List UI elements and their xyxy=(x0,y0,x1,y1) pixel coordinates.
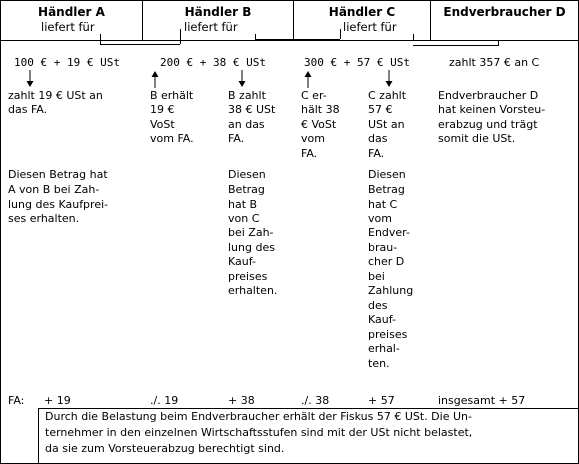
delivery-label-b: liefert für xyxy=(184,20,238,34)
fa-value-c1: ./. 38 xyxy=(301,394,330,407)
summary-left-border xyxy=(38,408,39,464)
col-c2-line-1: C zahlt xyxy=(368,89,407,102)
connector-a-drop xyxy=(100,34,101,44)
col-c2-line-15: Zahlung xyxy=(368,284,414,297)
col-c2-line-20: ten. xyxy=(368,357,390,370)
fa-value-b1: ./. 19 xyxy=(150,394,179,407)
col-c1-line-3: € VoSt xyxy=(301,118,337,131)
summary-top-border xyxy=(38,408,579,409)
col-b2-line-9: von C xyxy=(228,212,260,225)
col-a-text-2-line-2: A von B bei Zah- xyxy=(8,183,100,196)
col-c2-line-12: brau- xyxy=(368,241,398,254)
connector-c-rise xyxy=(340,29,341,39)
col-c2-line-7: Diesen xyxy=(368,168,406,181)
connector-a-b xyxy=(100,44,180,45)
fa-value-a: + 19 xyxy=(44,394,71,407)
col-b1-line-4: vom FA. xyxy=(150,132,194,145)
col-a-text-2-line-3: lung des Kaufprei- xyxy=(8,198,109,211)
summary-line-1: Durch die Belastung beim Endverbraucher erhält der Fiskus 57 € USt. Die Un- xyxy=(45,410,472,423)
fa-value-c2: + 57 xyxy=(368,394,395,407)
amount-a: 100 € + 19 € USt xyxy=(14,56,120,69)
col-c2-line-16: des xyxy=(368,299,388,312)
col-c2-line-5: FA. xyxy=(368,147,385,160)
col-c2-line-2: 57 € xyxy=(368,103,393,116)
summary-line-3: da sie zum Vorsteuerabzug berechtigt sind. xyxy=(45,442,285,455)
col-c1-line-4: vom xyxy=(301,132,325,145)
col-a-text-1-line-2: das FA. xyxy=(8,103,48,116)
col-b2-line-8: hat B xyxy=(228,198,258,211)
header-haendler-b: Händler B xyxy=(184,5,252,19)
col-b1-line-3: VoSt xyxy=(150,118,175,131)
col-c2-line-8: Betrag xyxy=(368,183,405,196)
col-b2-line-11: lung des xyxy=(228,241,275,254)
col-c2-line-17: Kauf- xyxy=(368,313,396,326)
connector-c-drop xyxy=(413,34,414,40)
col-c2-line-13: cher D xyxy=(368,255,405,268)
col-b2-line-7: Betrag xyxy=(228,183,265,196)
col-c2-line-18: preises xyxy=(368,328,408,341)
col-d-line-3: erabzug und trägt xyxy=(438,118,538,131)
col-c2-line-11: Endver- xyxy=(368,226,410,239)
col-b2-line-4: FA. xyxy=(228,132,245,145)
col-d-line-2: hat keinen Vorsteu- xyxy=(438,103,546,116)
col-c2-line-10: vom xyxy=(368,212,392,225)
delivery-label-a: liefert für xyxy=(41,20,95,34)
col-b2-line-13: preises xyxy=(228,270,268,283)
col-d-line-1: Endverbraucher D xyxy=(438,89,539,102)
col-c2-line-19: erhal- xyxy=(368,342,400,355)
connector-b-c xyxy=(255,39,340,40)
header-endverbraucher-d: Endverbraucher D xyxy=(443,5,566,19)
col-c2-line-4: das xyxy=(368,132,388,145)
fa-value-total: insgesamt + 57 xyxy=(438,394,526,407)
left-border xyxy=(0,0,1,464)
header-haendler-c: Händler C xyxy=(328,5,396,19)
col-a-text-2-line-4: ses erhalten. xyxy=(8,212,80,225)
col-b2-line-6: Diesen xyxy=(228,168,266,181)
col-c2-line-9: hat C xyxy=(368,198,398,211)
arrow-down-a-icon xyxy=(25,70,35,88)
arrow-up-c-icon xyxy=(303,70,313,88)
header-bottom-border xyxy=(0,40,579,41)
connector-b-rise xyxy=(180,29,181,44)
col-c1-line-1: C er- xyxy=(301,89,327,102)
col-b2-line-12: Kauf- xyxy=(228,255,256,268)
col-b2-line-14: erhalten. xyxy=(228,284,278,297)
col-c1-line-5: FA. xyxy=(301,147,318,160)
col-b2-line-2: 38 € USt xyxy=(228,103,276,116)
arrow-down-b-icon xyxy=(237,70,247,88)
col-b1-line-1: B erhält xyxy=(150,89,194,102)
col-b1-line-2: 19 € xyxy=(150,103,175,116)
connector-c-d xyxy=(413,45,499,46)
col-b2-line-10: bei Zah- xyxy=(228,226,274,239)
arrow-up-b-icon xyxy=(150,70,160,88)
col-c2-line-14: bei xyxy=(368,270,385,283)
amount-c: 300 € + 57 € USt xyxy=(304,56,410,69)
amount-b: 200 € + 38 € USt xyxy=(160,56,266,69)
col-c2-line-3: USt an xyxy=(368,118,405,131)
arrow-down-c-icon xyxy=(384,70,394,88)
top-border xyxy=(0,0,579,1)
col-b2-line-1: B zahlt xyxy=(228,89,266,102)
header-haendler-a: Händler A xyxy=(38,5,105,19)
col-a-text-2-line-1: Diesen Betrag hat xyxy=(8,168,108,181)
col-d-line-4: somit die USt. xyxy=(438,132,516,145)
col-a-text-1-line-1: zahlt 19 € USt an xyxy=(8,89,103,102)
summary-line-2: ternehmer in den einzelnen Wirtschaftsstufen sind mit der USt nicht belastet, xyxy=(45,426,473,439)
col-b2-line-3: an das xyxy=(228,118,265,131)
amount-d: zahlt 357 € an C xyxy=(449,56,540,69)
fa-label: FA: xyxy=(8,394,25,407)
delivery-label-c: liefert für xyxy=(343,20,397,34)
fa-value-b2: + 38 xyxy=(228,394,255,407)
col-c1-line-2: hält 38 xyxy=(301,103,340,116)
